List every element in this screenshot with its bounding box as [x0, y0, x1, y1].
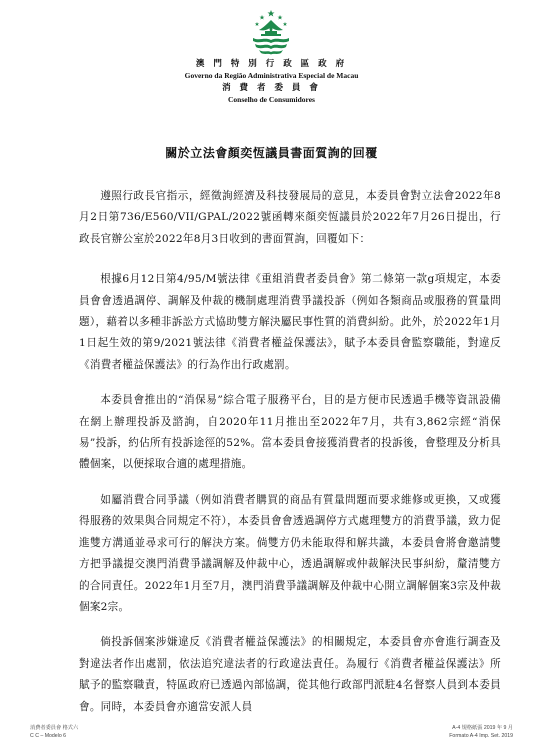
- document-title: 關於立法會顏奕恆議員書面質詢的回覆: [165, 146, 378, 160]
- council-name-chinese: 消 費 者 委 員 會: [222, 83, 321, 93]
- macau-sar-emblem-icon: [249, 8, 293, 56]
- letterhead: [0, 58, 543, 106]
- council-name-portuguese: Conselho de Consumidores: [228, 95, 315, 104]
- paper-format-portuguese: Formato A-4 Imp. Set. 2019: [449, 733, 513, 739]
- paragraph-5: 倘投訴個案涉嫌違反《消費者權益保護法》的相關規定，本委員會亦會進行調查及對違法者作出處罰，依法追究違法者的行政違法責任。為履行《消費者權益保護法》所賦予的監察職責，特區政府已透過內部協調，從其他行政部門派駐4名督察人員到本委員會。同時，本委員會亦適當安派人員: [79, 636, 501, 713]
- form-code-chinese: 消費者委員會 格式六: [30, 725, 79, 731]
- page-footer: [0, 724, 543, 748]
- form-code-portuguese: C C – Modelo 6: [30, 733, 67, 739]
- document-body: [79, 186, 501, 732]
- paragraph-2: 根據6月12日第4/95/M號法律《重組消費者委員會》第二條第一款g項規定，本委員會會透過調停、調解及仲裁的機制處理消費爭議投訴（例如各類商品或服務的質量問題），藉着以多種非訴訟方式協助雙方解決屬民事性質的消費糾紛。此外，於2022年1月1日起生效的第9/2021號法律《消費者權益保護法》，賦予本委員會監察職能，對違反《消費者權益保護法》的行為作出行政處罰。: [79, 273, 501, 371]
- form-code: [30, 724, 78, 740]
- paragraph-4: 如屬消費合同爭議（例如消費者購買的商品有質量問題而要求維修或更換，又或獲得服務的效果與合同規定不符），本委員會會透過調停方式處理雙方的消費爭議，致力促進雙方溝通並尋求可行的解決方案。倘雙方仍未能取得和解共識，本委員會將會邀請雙方把爭議提交澳門消費爭議調解及仲裁中心，透過調解或仲裁解決民事糾紛，釐清雙方的合同責任。2022年1月至7月，澳門消費爭議調解及仲裁中心開立調解個案3宗及仲裁個案2宗。: [79, 493, 501, 613]
- paragraph-1: 遵照行政長官指示，經徵詢經濟及科技發展局的意見，本委員會對立法會2022年8月2日第736/E560/VII/GPAL/2022號函轉來顏奕恆議員於2022年7月26日提出，行政長官辦公室於2022年8月3日收到的書面質詢，回覆如下：: [79, 190, 501, 245]
- paper-format-chinese: A-4 規格紙張 2019 年 9 月: [452, 725, 513, 731]
- government-name-chinese: 澳 門 特 別 行 政 區 政 府: [195, 59, 348, 69]
- paragraph-3: 本委員會推出的“消保易”綜合電子服務平台，目的是方便市民透過手機等資訊設備在網上辦理投訴及諮詢，自2020年11月推出至2022年7月，共有3,862宗經“消保易”投訴，約佔所有投訴途徑的52%。當本委員會接獲消費者的投訴後，會整理及分析具體個案，以便採取合適的處理措施。: [79, 394, 501, 471]
- government-name-portuguese: Governo da Região Administrativa Especial de Macau: [184, 71, 359, 80]
- paper-format: [449, 724, 513, 740]
